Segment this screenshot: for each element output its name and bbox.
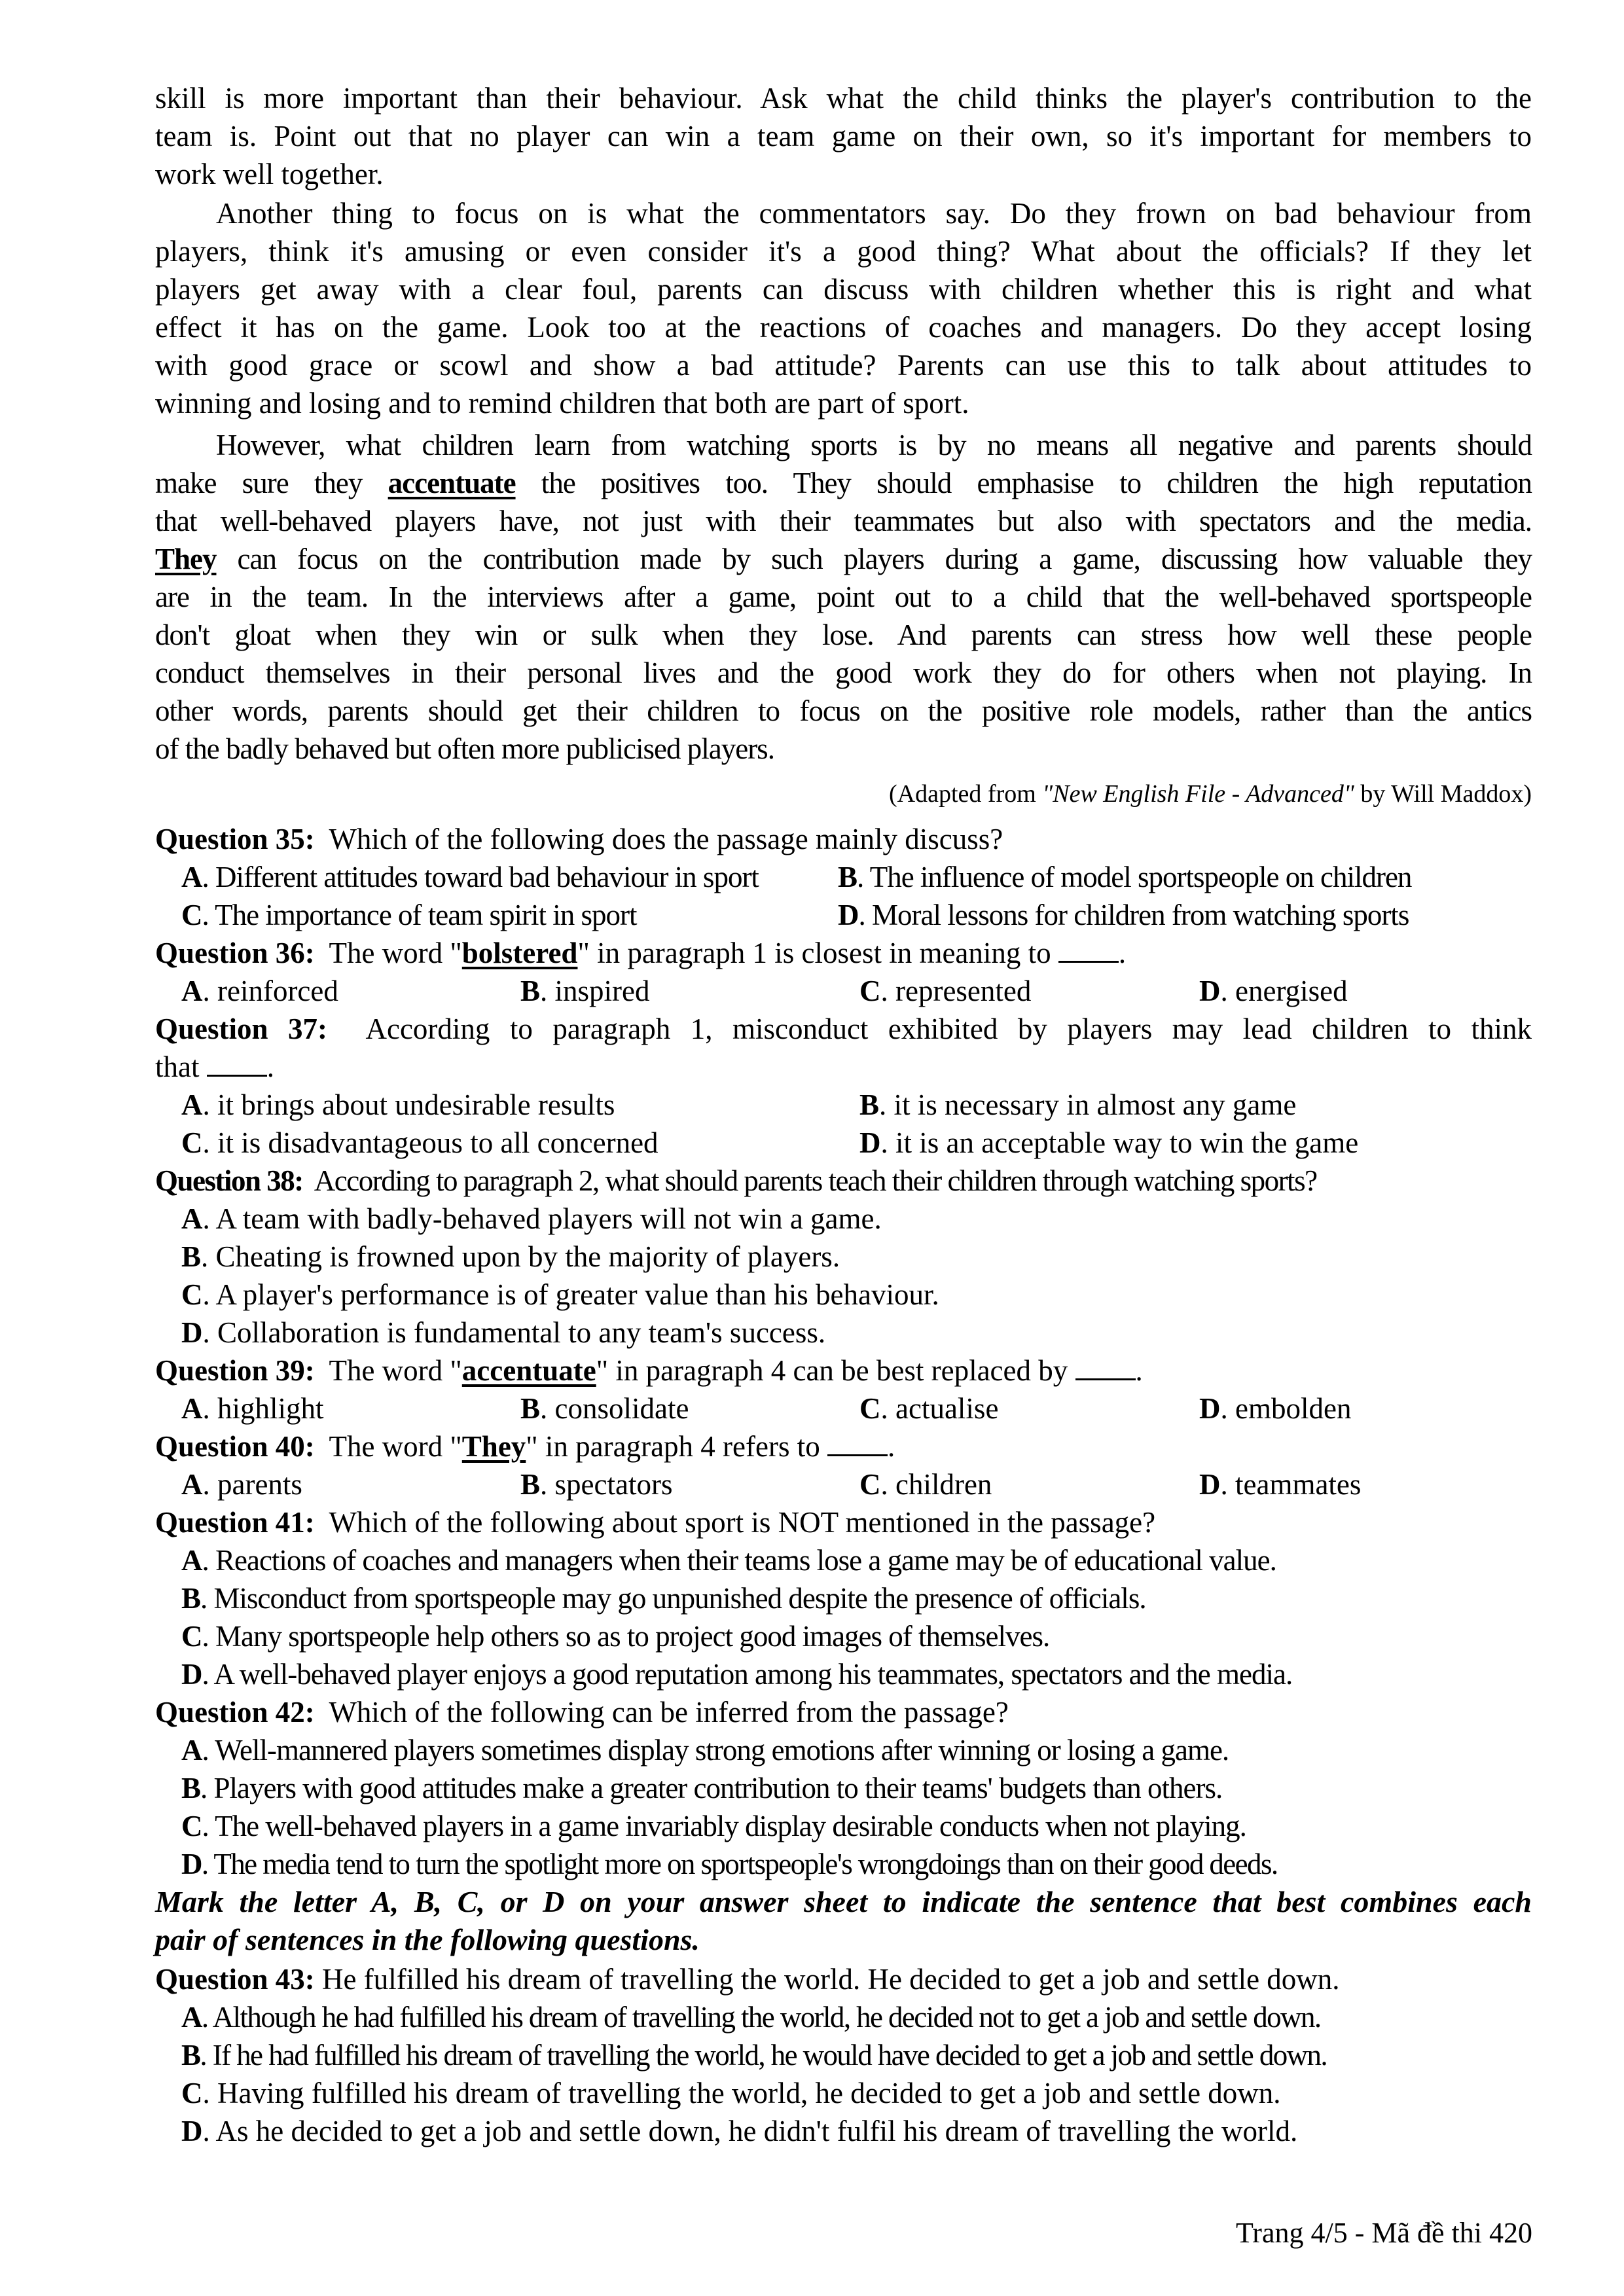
option-text: . A player's performance is of greater value than his behaviour. [202, 1278, 939, 1311]
section-instruction: pair of sentences in the following questions. [155, 1923, 700, 1956]
option-letter: D [1199, 1392, 1221, 1425]
question-text: " in paragraph 4 refers to [526, 1430, 827, 1463]
option-text: . As he decided to get a job and settle down, he didn't fulfil his dream of travelling the world. [202, 2115, 1298, 2147]
question-label: Question 36: [155, 937, 315, 969]
option-text: . it is necessary in almost any game [879, 1088, 1297, 1121]
option-letter: C [181, 1620, 202, 1653]
option-text: . Misconduct from sportspeople may go unpunished despite the presence of officials. [200, 1582, 1146, 1615]
passage-line: don't gloat when they win or sulk when they lose. And parents can stress how well these people [155, 619, 1532, 651]
option-text: . it is disadvantageous to all concerned [202, 1126, 659, 1159]
option-letter: A [181, 1202, 203, 1235]
option-35-a[interactable] [181, 858, 759, 896]
option-text: . The influence of model sportspeople on children [857, 861, 1412, 893]
option-37-d[interactable] [859, 1124, 1358, 1162]
question-39: Question 39: The word "accentuate" in paragraph 4 can be best replaced by . [155, 1352, 1143, 1390]
option-text: . Many sportspeople help others so as to project good images of themselves. [202, 1620, 1050, 1653]
question-label: Question 38: [155, 1164, 303, 1197]
option-text: . Having fulfilled his dream of travelling the world, he decided to get a job and settle down. [202, 2077, 1281, 2109]
question-text: Which of the following can be inferred from the passage? [329, 1696, 1009, 1729]
option-letter: D [838, 899, 859, 931]
question-text: " in paragraph 4 can be best replaced by [596, 1354, 1075, 1387]
option-text: . The well-behaved players in a game invariably display desirable conducts when not playing. [202, 1810, 1246, 1842]
source-title: "New English File - Advanced" [1042, 780, 1354, 808]
passage-line: Another thing to focus on is what the commentators say. Do they frown on bad behaviour from [216, 197, 1532, 230]
option-letter: B [181, 1772, 201, 1804]
option-43-d[interactable] [181, 2112, 1297, 2150]
option-text: . parents [202, 1468, 302, 1501]
option-37-a[interactable] [181, 1086, 615, 1124]
question-35 [155, 820, 1003, 858]
option-letter: B [181, 1240, 202, 1273]
option-letter: B [520, 975, 541, 1007]
option-letter: A [181, 1392, 203, 1425]
keyword-bolstered: bolstered [461, 937, 578, 969]
option-letter: B [181, 1582, 201, 1615]
option-43-c[interactable] [181, 2074, 1281, 2112]
option-letter: C [859, 975, 881, 1007]
option-40-d[interactable] [1199, 1465, 1361, 1503]
option-letter: C [859, 1468, 881, 1501]
passage-line: skill is more important than their behaviour. Ask what the child thinks the player's contribution to the [155, 82, 1532, 115]
option-text: . Reactions of coaches and managers when their teams lose a game may be of educational value. [202, 1544, 1276, 1577]
question-label: Question 39: [155, 1354, 315, 1387]
passage-line: with good grace or scowl and show a bad attitude? Parents can use this to talk about attitudes to [155, 349, 1532, 382]
question-label: Question 37: [155, 1013, 327, 1045]
question-label: Question 42: [155, 1696, 315, 1729]
passage-line [155, 464, 1532, 502]
passage-line: However, what children learn from watching sports is by no means all negative and parents should [216, 429, 1532, 461]
option-37-c[interactable] [181, 1124, 659, 1162]
option-42-d[interactable] [181, 1845, 1278, 1883]
option-43-a[interactable] [181, 1998, 1321, 2036]
passage-line: are in the team. In the interviews after a game, point out to a child that the well-behaved sportspeople [155, 581, 1532, 613]
passage-text: can focus on the contribution made by such players during a game, discussing how valuable they [216, 543, 1532, 575]
option-36-d[interactable] [1199, 972, 1348, 1010]
option-42-b[interactable] [181, 1769, 1222, 1807]
option-36-a[interactable] [181, 972, 338, 1010]
option-38-a[interactable] [181, 1200, 882, 1238]
option-text: . reinforced [202, 975, 338, 1007]
option-37-b[interactable] [859, 1086, 1296, 1124]
option-text: . Well-mannered players sometimes display strong emotions after winning or losing a game. [202, 1734, 1229, 1767]
option-40-b[interactable] [520, 1465, 672, 1503]
option-text: . children [880, 1468, 992, 1501]
option-42-c[interactable] [181, 1807, 1246, 1845]
question-text: " in paragraph 1 is closest in meaning to [577, 937, 1058, 969]
question-text: He fulfilled his dream of travelling the world. He decided to get a job and settle down. [322, 1963, 1340, 1996]
page-footer: Trang 4/5 - Mã đề thi 420 [1235, 2217, 1532, 2249]
option-40-c[interactable] [859, 1465, 992, 1503]
keyword-they: They [155, 543, 217, 575]
option-41-d[interactable] [181, 1655, 1292, 1693]
option-letter: C [181, 1278, 203, 1311]
option-letter: C [859, 1392, 881, 1425]
passage-line [155, 540, 1532, 578]
option-text: . spectators [540, 1468, 673, 1501]
option-text: . teammates [1220, 1468, 1362, 1501]
option-letter: A [181, 975, 203, 1007]
passage-line: winning and losing and to remind children that both are part of sport. [155, 387, 969, 420]
option-35-c[interactable] [181, 896, 637, 934]
option-letter: D [859, 1126, 881, 1159]
option-letter: B [859, 1088, 880, 1121]
option-42-a[interactable] [181, 1731, 1229, 1769]
option-39-a[interactable] [181, 1390, 324, 1427]
passage-line: team is. Point out that no player can win a team game on their own, so it's important for members to [155, 120, 1532, 152]
option-text: . it brings about undesirable results [202, 1088, 615, 1121]
option-41-a[interactable] [181, 1541, 1276, 1579]
option-36-c[interactable] [859, 972, 1031, 1010]
option-41-b[interactable] [181, 1579, 1146, 1617]
passage-line: of the badly behaved but often more publicised players. [155, 732, 774, 765]
option-letter: B [520, 1392, 541, 1425]
question-42 [155, 1693, 1009, 1731]
option-text: . it is an acceptable way to win the game [880, 1126, 1359, 1159]
option-text: . highlight [202, 1392, 324, 1425]
option-text: . Although he had fulfilled his dream of travelling the world, he decided not to get a job and settle down. [201, 2001, 1321, 2034]
keyword-accentuate: accentuate [461, 1354, 596, 1387]
keyword-they: They [461, 1430, 526, 1463]
question-text: Which of the following about sport is NOT mentioned in the passage? [329, 1506, 1156, 1539]
question-text: The word " [329, 1354, 462, 1387]
option-35-d[interactable] [838, 896, 1409, 934]
option-letter: C [181, 1126, 203, 1159]
question-41 [155, 1503, 1155, 1541]
section-instruction: Mark the letter A, B, C, or D on your answer sheet to indicate the sentence that best combines each [155, 1885, 1532, 1918]
answer-blank [207, 1049, 267, 1077]
option-letter: A [181, 1468, 203, 1501]
question-text: According to paragraph 2, what should parents teach their children through watching sports? [314, 1164, 1317, 1197]
passage-line: players, think it's amusing or even consider it's a good thing? What about the officials? If they let [155, 235, 1532, 268]
passage-line: effect it has on the game. Look too at the reactions of coaches and managers. Do they accept losing [155, 311, 1532, 344]
answer-blank [1075, 1352, 1136, 1380]
option-text: . The importance of team spirit in sport [202, 899, 637, 931]
option-35-b[interactable] [838, 858, 1411, 896]
question-43 [155, 1960, 1340, 1998]
answer-blank [827, 1428, 888, 1456]
question-label: Question 41: [155, 1506, 315, 1539]
option-letter: B [520, 1468, 541, 1501]
answer-blank [1058, 935, 1119, 963]
option-text: . Moral lessons for children from watching sports [858, 899, 1409, 931]
option-38-b[interactable] [181, 1238, 840, 1276]
option-text: . Players with good attitudes make a greater contribution to their teams' budgets than others. [200, 1772, 1223, 1804]
option-letter: C [181, 1810, 202, 1842]
question-label: Question 43: [155, 1963, 315, 1996]
option-text: . consolidate [540, 1392, 689, 1425]
question-text: The word " [329, 937, 462, 969]
option-text: . embolden [1220, 1392, 1352, 1425]
option-letter: A [181, 2001, 202, 2034]
question-text: According to paragraph 1, misconduct exhibited by players may lead children to think [365, 1013, 1532, 1045]
question-text: that [155, 1050, 207, 1083]
option-letter: B [181, 2039, 200, 2072]
option-letter: A [181, 1544, 202, 1577]
option-text: . actualise [880, 1392, 999, 1425]
question-text: The word " [329, 1430, 462, 1463]
question-37-cont: that . [155, 1048, 274, 1086]
option-letter: C [181, 2077, 203, 2109]
question-38 [155, 1162, 1317, 1200]
source-citation [889, 778, 1532, 810]
option-text: . A team with badly-behaved players will not win a game. [202, 1202, 882, 1235]
passage-line: work well together. [155, 158, 384, 190]
option-40-a[interactable] [181, 1465, 302, 1503]
option-text: . A well-behaved player enjoys a good reputation among his teammates, spectators and the media. [202, 1658, 1293, 1691]
option-letter: D [181, 2115, 203, 2147]
option-43-b[interactable] [181, 2036, 1327, 2074]
source-prefix: (Adapted from [889, 780, 1043, 808]
option-text: . The media tend to turn the spotlight more on sportspeople's wrongdoings than on their good deeds. [201, 1848, 1278, 1880]
option-41-c[interactable] [181, 1617, 1049, 1655]
passage-line: that well-behaved players have, not just with their teammates but also with spectators and the media. [155, 505, 1532, 537]
passage-line: players get away with a clear foul, parents can discuss with children whether this is right and what [155, 273, 1532, 306]
option-letter: A [181, 1734, 202, 1767]
passage-text: the positives too. They should emphasise to children the high reputation [515, 467, 1532, 499]
option-36-b[interactable] [520, 972, 650, 1010]
question-text: Which of the following does the passage mainly discuss? [329, 823, 1003, 855]
option-letter: C [181, 899, 202, 931]
option-letter: D [181, 1316, 203, 1349]
option-letter: A [181, 861, 202, 893]
option-text: . If he had fulfilled his dream of travelling the world, he would have decided to get a job and settle down. [200, 2039, 1327, 2072]
source-author: by Will Maddox) [1354, 780, 1532, 808]
option-text: . represented [880, 975, 1032, 1007]
question-37 [155, 1010, 1532, 1048]
passage-line: conduct themselves in their personal lives and the good work they do for others when not playing. In [155, 656, 1532, 689]
option-38-d[interactable] [181, 1314, 825, 1352]
keyword-accentuate: accentuate [388, 467, 516, 499]
option-text: . inspired [540, 975, 650, 1007]
option-38-c[interactable] [181, 1276, 939, 1314]
passage-text: make sure they [155, 467, 388, 499]
option-letter: D [1199, 1468, 1221, 1501]
option-letter: A [181, 1088, 203, 1121]
option-letter: B [838, 861, 857, 893]
question-40: Question 40: The word "They" in paragraph 4 refers to . [155, 1427, 895, 1465]
question-label: Question 40: [155, 1430, 315, 1463]
option-text: . Collaboration is fundamental to any team's success. [202, 1316, 826, 1349]
option-text: . Cheating is frowned upon by the majority of players. [201, 1240, 840, 1273]
option-letter: D [181, 1658, 202, 1691]
option-39-c[interactable] [859, 1390, 998, 1427]
option-letter: D [1199, 975, 1221, 1007]
option-39-b[interactable] [520, 1390, 689, 1427]
option-text: . Different attitudes toward bad behaviour in sport [202, 861, 759, 893]
option-39-d[interactable] [1199, 1390, 1351, 1427]
question-label: Question 35: [155, 823, 315, 855]
option-letter: D [181, 1848, 202, 1880]
option-text: . energised [1220, 975, 1348, 1007]
passage-line: other words, parents should get their children to focus on the positive role models, rather than the antics [155, 694, 1532, 727]
question-36: Question 36: The word "bolstered" in paragraph 1 is closest in meaning to . [155, 934, 1126, 972]
